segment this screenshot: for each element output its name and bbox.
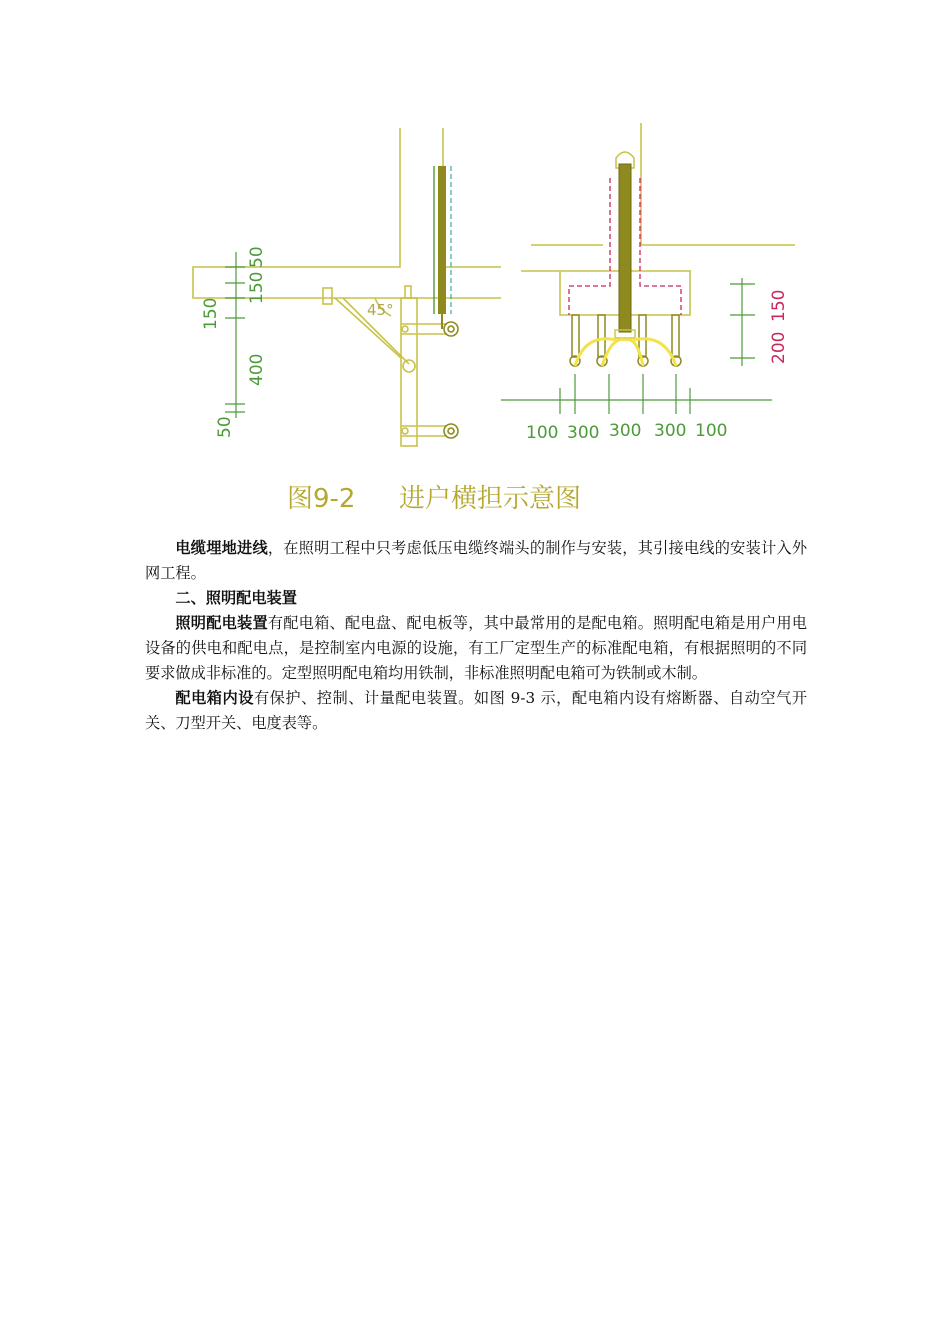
figure-title: 进户横担示意图 xyxy=(399,484,582,514)
dim-left-50-bottom: 50 xyxy=(215,416,235,438)
bottom-dimension-line xyxy=(501,374,772,414)
service-wires xyxy=(575,339,676,366)
right-dimension-labels xyxy=(769,290,789,364)
figure-caption xyxy=(287,478,627,524)
right-dimension-line xyxy=(730,278,755,366)
brace-bolt xyxy=(403,360,415,372)
paragraph-box-contents xyxy=(145,686,807,736)
term-distribution-device: 照明配电装置 xyxy=(175,614,268,632)
dim-left-150-upper: 150 xyxy=(247,271,267,304)
left-drawing xyxy=(193,128,501,446)
dim-bottom-300-2: 300 xyxy=(609,421,642,441)
paragraph-distribution-device xyxy=(145,611,807,686)
wall-outline-right-side xyxy=(641,123,795,245)
term-box-contents: 配电箱内设 xyxy=(175,689,254,707)
bracket-diagram xyxy=(185,118,805,458)
dim-right-200: 200 xyxy=(769,331,789,364)
dim-left-400: 400 xyxy=(247,353,267,386)
dim-bottom-300-3: 300 xyxy=(654,421,687,441)
diagram-svg xyxy=(185,118,805,458)
paragraph-text: ，在照明工程中只考虑低压电缆终端头的制作与安装，其引接电线的安装计入外网工程。 xyxy=(145,539,808,582)
heading-lighting-distribution: 二、照明配电装置 xyxy=(175,589,297,607)
cable-left xyxy=(434,166,451,329)
dim-left-150-lower: 150 xyxy=(201,297,221,330)
bottom-dimension-labels xyxy=(526,421,727,443)
dim-bottom-100-left: 100 xyxy=(526,423,559,443)
dim-bottom-100-right: 100 xyxy=(695,421,728,441)
post-cap xyxy=(405,286,411,298)
section-heading xyxy=(145,586,807,611)
term-cable-entry: 电缆埋地进线 xyxy=(175,539,268,557)
dim-left-50-top: 50 xyxy=(247,246,267,268)
wall-bolt xyxy=(323,288,332,304)
body-text xyxy=(145,536,807,736)
paragraph-cable-entry xyxy=(145,536,807,586)
right-drawing xyxy=(521,123,795,315)
paragraph-text: 有配电箱、配电盘、配电板等，其中最常用的是配电箱。照明配电箱是用户用电设备的供电和配电点，是控制室内电源的设施，有工厂定型生产的标准配电箱，有根据照明的不同要求做成非标准的。定型照明配电箱均用铁制，非标准照明配电箱可为铁制或木制。 xyxy=(145,614,808,682)
wall-outline-left xyxy=(193,128,501,298)
wall-outline-right xyxy=(443,128,501,267)
left-dimension-line xyxy=(225,252,245,418)
dim-right-150: 150 xyxy=(769,289,789,322)
dim-bottom-300-1: 300 xyxy=(567,423,600,443)
figure-number: 图9-2 xyxy=(287,484,356,514)
insulators-left xyxy=(444,322,458,438)
left-dimension-labels xyxy=(201,246,267,438)
cable-right xyxy=(615,152,635,338)
paragraph-text: 有保护、控制、计量配电装置。如图 9-3 示，配电箱内设有熔断器、自动空气开关、刀型开关、电度表等。 xyxy=(145,689,808,732)
angle-label: 45° xyxy=(367,301,394,319)
